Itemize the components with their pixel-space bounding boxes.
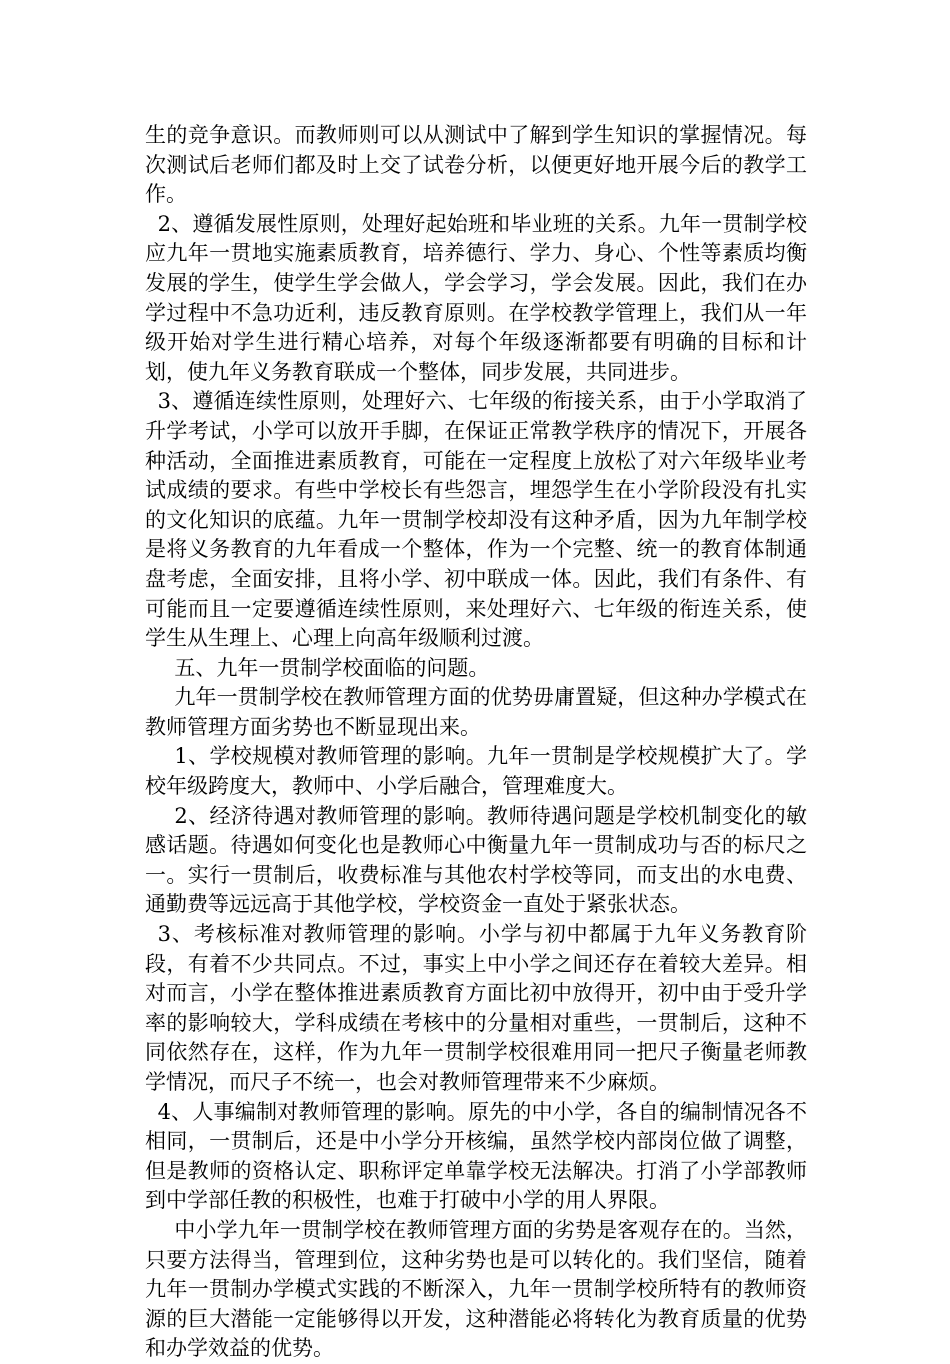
paragraph-issue-2: 2、经济待遇对教师管理的影响。教师待遇问题是学校机制变化的敏感话题。待遇如何变化也是教师心中衡量九年一贯制成功与否的标尺之一。实行一贯制后，收费标准与其他农村学校等同，而支出的水电费、通勤费等远远高于其他学校，学校资金一直处于紧张状态。: [145, 803, 807, 917]
paragraph-issue-1: 1、学校规模对教师管理的影响。九年一贯制是学校规模扩大了。学校年级跨度大，教师中、小学后融合，管理难度大。: [145, 744, 807, 799]
paragraph-point-2: 2、遵循发展性原则，处理好起始班和毕业班的关系。九年一贯制学校应九年一贯地实施素质教育，培养德行、学力、身心、个性等素质均衡发展的学生，使学生学会做人，学会学习，学会发展。因此，我们在办学过程中不急功近利，违反教育原则。在学校教学管理上，我们从一年级开始对学生进行精心培养，对每个年级逐渐都要有明确的目标和计划，使九年义务教育联成一个整体，同步发展，共同进步。: [145, 211, 807, 384]
paragraph-issue-4: 4、人事编制对教师管理的影响。原先的中小学，各自的编制情况各不相同，一贯制后，还是中小学分开核编，虽然学校内部岗位做了调整，但是教师的资格认定、职称评定单靠学校无法解决。打消了小学部教师到中学部任教的积极性，也难于打破中小学的用人界限。: [145, 1099, 807, 1213]
section-heading-five: 五、九年一贯制学校面临的问题。: [174, 655, 490, 680]
paragraph-point-3: 3、遵循连续性原则，处理好六、七年级的衔接关系，由于小学取消了升学考试，小学可以放开手脚，在保证正常教学秩序的情况下，开展各种活动，全面推进素质教育，可能在一定程度上放松了对六年级毕业考试成绩的要求。有些中学校长有些怨言，埋怨学生在小学阶段没有扎实的文化知识的底蕴。九年一贯制学校却没有这种矛盾，因为九年制学校是将义务教育的九年看成一个整体，作为一个完整、统一的教育体制通盘考虑，全面安排，且将小学、初中联成一体。因此，我们有条件、有可能而且一定要遵循连续性原则，来处理好六、七年级的衔连关系，使学生从生理上、心理上向高年级顺利过渡。: [145, 389, 807, 651]
paragraph-intro: 九年一贯制学校在教师管理方面的优势毋庸置疑，但这种办学模式在教师管理方面劣势也不断显现出来。: [145, 685, 807, 739]
document-body: [145, 121, 807, 1364]
paragraph-issue-3: 3、考核标准对教师管理的影响。小学与初中都属于九年义务教育阶段，有着不少共同点。不过，事实上中小学之间还存在着较大差异。相对而言，小学在整体推进素质教育方面比初中放得开，初中由于受升学率的影响较大，学科成绩在考核中的分量相对重些，一贯制后，这种不同依然存在，这样，作为九年一贯制学校很难用同一把尺子衡量老师教学情况，而尺子不统一，也会对教师管理带来不少麻烦。: [145, 922, 807, 1094]
paragraph-conclusion: 中小学九年一贯制学校在教师管理方面的劣势是客观存在的。当然，只要方法得当，管理到位，这种劣势也是可以转化的。我们坚信，随着九年一贯制办学模式实践的不断深入，九年一贯制学校所特有的教师资源的巨大潜能一定能够得以开发，这种潜能必将转化为教育质量的优势和办学效益的优势。: [145, 1217, 807, 1361]
paragraph-continuation: 生的竞争意识。而教师则可以从测试中了解到学生知识的掌握情况。每次测试后老师们都及时上交了试卷分析，以便更好地开展今后的教学工作。: [145, 123, 807, 207]
